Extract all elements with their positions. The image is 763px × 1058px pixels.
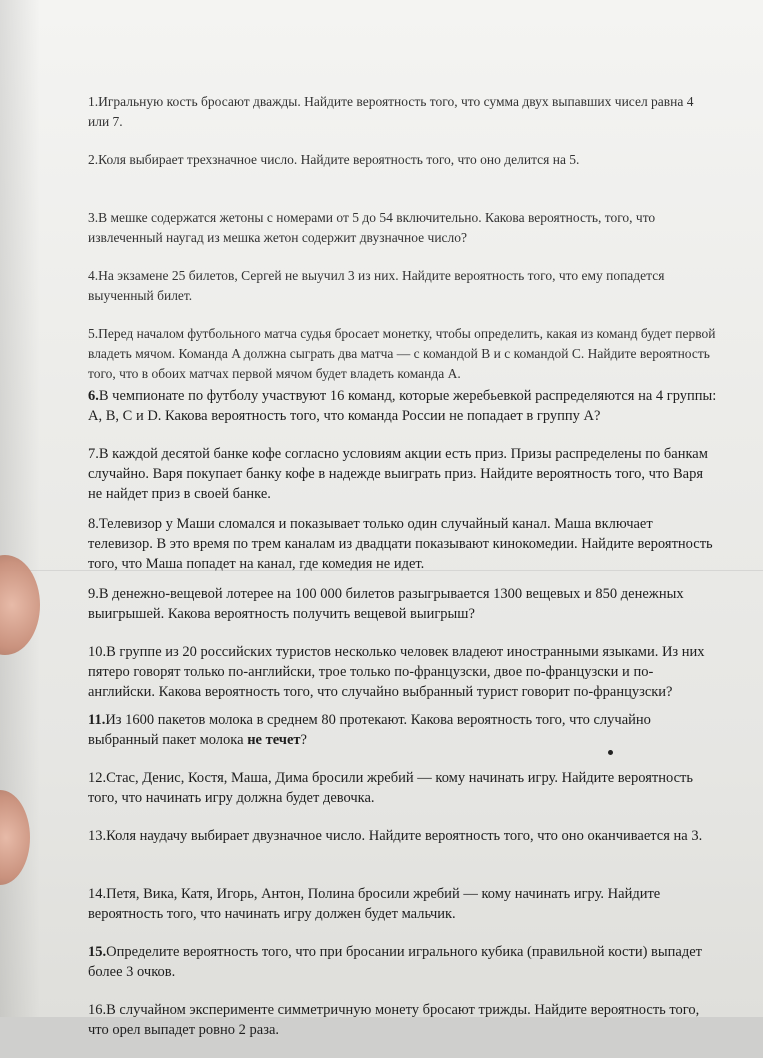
task-7 (88, 444, 718, 514)
task-text: В мешке содержатся жетоны с номерами от 5 до 54 включительно. Какова вероятность, того, что извлеченный наугад из мешка жетон содержит двузначное число? (88, 210, 656, 245)
task-text: Стас, Денис, Костя, Маша, Дима бросили жребий — кому начинать игру. Найдите вероятность того, что начинать игру должна будет девочка. (88, 770, 693, 806)
task-text: Игральную кость бросают дважды. Найдите вероятность того, что сумма двух выпавших чисел равна 4 или 7. (88, 94, 694, 129)
task-16 (88, 1000, 718, 1058)
task-text: Коля выбирает трехзначное число. Найдите вероятность того, что оно делится на 5. (98, 152, 580, 167)
task-list (88, 92, 718, 1058)
task-number: 9. (88, 586, 99, 602)
task-9 (88, 584, 718, 642)
task-text: В случайном эксперименте симметричную монету бросают трижды. Найдите вероятность того, что орел выпадет ровно 2 раза. (88, 1002, 700, 1038)
task-number: 5. (88, 326, 99, 341)
task-text: В денежно-вещевой лотерее на 100 000 билетов разыгрывается 1300 вещевых и 850 денежных выигрышей. Какова вероятность получить вещевой выигрыш? (88, 586, 684, 622)
task-13 (88, 826, 718, 884)
task-text: В чемпионате по футболу участвуют 16 команд, которые жеребьевкой распределяются на 4 группы: A, B, C и D. Какова вероятность того, что команда России не попадает в группу A? (88, 388, 717, 424)
task-4 (88, 266, 718, 324)
task-10 (88, 642, 718, 710)
task-text: На экзамене 25 билетов, Сергей не выучил 3 из них. Найдите вероятность того, что ему попадется выученный билет. (88, 268, 665, 303)
task-1 (88, 92, 718, 150)
task-number: 6. (88, 388, 99, 404)
task-number: 12. (88, 770, 107, 786)
task-tail: ? (300, 732, 307, 748)
task-text: Петя, Вика, Катя, Игорь, Антон, Полина бросили жребий — кому начинать игру. Найдите вероятность того, что начинать игру должен будет мальчик. (88, 886, 661, 922)
task-text: Коля наудачу выбирает двузначное число. Найдите вероятность того, что оно оканчивается на 3. (106, 828, 703, 844)
task-2 (88, 150, 718, 208)
task-number: 7. (88, 446, 99, 462)
task-emphasis: не течет (247, 732, 301, 748)
task-3 (88, 208, 718, 266)
task-14 (88, 884, 718, 942)
task-number: 13. (88, 828, 107, 844)
task-number: 4. (88, 268, 99, 283)
task-text: Определите вероятность того, что при бросании игрального кубика (правильной кости) выпадет более 3 очков. (88, 944, 702, 980)
task-text: В группе из 20 российских туристов несколько человек владеют иностранными языками. Из них пятеро говорят только по-английски, трое только по-французски, двое по-французски и по-английски. Какова вероятность того, что случайно выбранный турист говорит по-французски? (88, 644, 705, 700)
task-number: 11. (88, 712, 106, 728)
task-12 (88, 768, 718, 826)
task-number: 10. (88, 644, 107, 660)
task-text: Перед началом футбольного матча судья бросает монетку, чтобы определить, какая из команд будет первой владеть мячом. Команда A должна сыграть два матча — с командой B и с командой C. Найдите вероятность того, что в обоих матчах первой мячом будет владеть команда A. (88, 326, 716, 381)
task-8 (88, 514, 718, 584)
task-5 (88, 324, 718, 386)
task-number: 8. (88, 516, 99, 532)
task-number: 2. (88, 152, 99, 167)
task-number: 16. (88, 1002, 107, 1018)
pen-dot (608, 750, 613, 755)
task-11 (88, 710, 718, 768)
task-number: 1. (88, 94, 99, 109)
task-text: Телевизор у Маши сломался и показывает только один случайный канал. Маша включает телевизор. В это время по трем каналам из двадцати показывают кинокомедии. Найдите вероятность того, что Маша попадет на канал, где комедия не идет. (88, 516, 713, 572)
task-15 (88, 942, 718, 1000)
task-text: Из 1600 пакетов молока в среднем 80 протекают. Какова вероятность того, что случайно выбранный пакет молока (88, 712, 651, 748)
task-6 (88, 386, 718, 444)
task-number: 14. (88, 886, 107, 902)
task-number: 3. (88, 210, 99, 225)
task-text: В каждой десятой банке кофе согласно условиям акции есть приз. Призы распределены по банкам случайно. Варя покупает банку кофе в надежде выиграть приз. Найдите вероятность того, что Варя не найдет приз в своей банке. (88, 446, 708, 502)
task-number: 15. (88, 944, 107, 960)
